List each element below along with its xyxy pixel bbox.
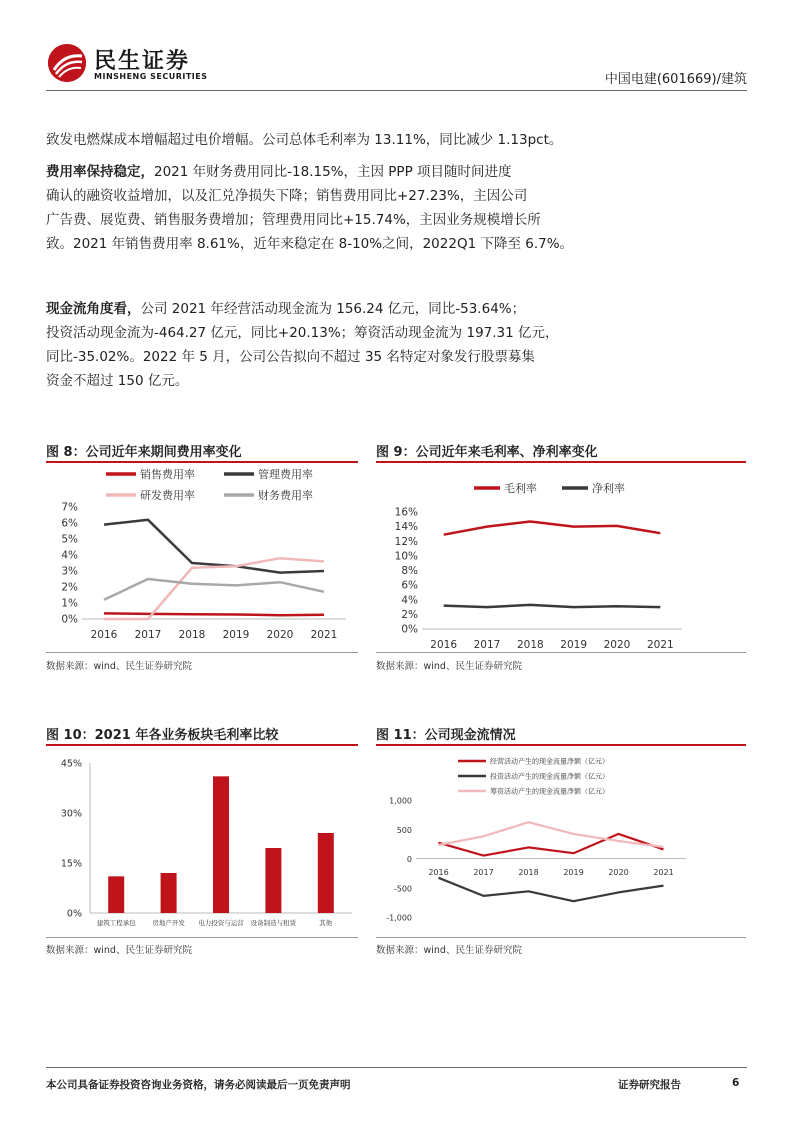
y-tick-label: 500 [396,825,412,835]
y-tick-label: -1,000 [386,913,412,923]
header-divider [46,90,747,91]
x-tick-label: 2016 [430,639,458,650]
series-line [439,878,664,901]
x-tick-label: 2016 [428,868,449,877]
p3-line-4: 资金不超过 150 亿元。 [46,373,189,389]
fig9-title: 图 9：公司近年来毛利率、净利率变化 [376,445,598,460]
fig9-source: 数据来源：wind、民生证券研究院 [376,661,522,672]
fig11-source: 数据来源：wind、民生证券研究院 [376,945,522,956]
y-tick-label: 16% [394,506,418,519]
fig9-rule [376,461,746,463]
fig11-chart [376,747,746,935]
bar [108,876,124,913]
x-tick-label: 电力投资与运营 [198,919,244,927]
y-tick-label: 15% [60,858,82,870]
fig8-chart [46,464,358,650]
y-tick-label: 8% [401,565,418,577]
fig10-bottom-rule [46,937,358,938]
legend-label: 研发费用率 [140,488,195,502]
p2-line-3: 广告费、展览费、销售服务费增加；管理费用同比+15.74%，主因业务规模增长所 [46,212,541,228]
legend-label: 管理费用率 [258,467,313,481]
y-tick-label: 4% [61,549,78,562]
x-tick-label: 2021 [653,868,674,877]
y-tick-label: 0 [406,855,412,864]
brand-logo-icon [48,44,86,82]
footer-report-type: 证券研究报告 [618,1079,681,1091]
p2-lead: 费用率保持稳定， [46,164,154,180]
y-tick-label: 3% [61,565,78,578]
fig11-rule [376,744,746,746]
fig10-source: 数据来源：wind、民生证券研究院 [46,945,192,956]
y-tick-label: 0% [66,908,82,920]
p2-line-2: 确认的融资收益增加，以及汇兑净损失下降；销售费用同比+27.23%，主因公司 [46,188,528,204]
x-tick-label: 2016 [90,629,118,641]
x-tick-label: 2018 [516,639,544,650]
brand-name-cn: 民生证券 [94,49,191,74]
fig10-chart [46,747,358,935]
y-tick-label: 45% [60,758,82,770]
x-tick-label: 2021 [646,639,674,650]
legend-label: 财务费用率 [258,488,313,502]
brand-name-en: MINSHENG SECURITIES [94,72,208,81]
series-line [104,613,324,615]
x-tick-label: 2017 [473,868,494,877]
y-tick-label: 12% [394,535,418,548]
x-tick-label: 2021 [310,629,338,641]
fig8-title: 图 8：公司近年来期间费用率变化 [46,445,242,460]
paragraph-2 [46,160,746,256]
y-tick-label: 7% [61,501,78,514]
p2-line-1: 2021 年财务费用同比-18.15%，主因 PPP 项目随时间进度 [154,164,512,180]
series-line [104,579,324,600]
bar [213,776,229,913]
paragraph-1 [46,128,746,152]
series-line [444,522,661,535]
report-tag: 中国电建(601669)/建筑 [604,72,747,87]
footer-divider [46,1067,747,1068]
legend-label: 投资活动产生的现金流量净额（亿元） [490,772,609,781]
legend-label: 销售费用率 [140,467,195,481]
fig9-chart [376,464,746,650]
y-tick-label: -500 [393,884,412,894]
footer-disclaimer: 本公司具备证券投资咨询业务资格，请务必阅读最后一页免责声明 [46,1079,351,1091]
series-line [439,834,664,856]
x-tick-label: 2017 [473,639,501,650]
y-tick-label: 30% [60,808,82,820]
fig10-rule [46,744,358,746]
series-line [444,605,661,607]
y-tick-label: 2% [61,581,78,594]
x-tick-label: 房地产开发 [152,919,185,927]
p2-line-4: 致。2021 年销售费用率 8.61%，近年来稳定在 8-10%之间，2022Q1 下降至 6.7%。 [46,236,574,252]
p3-lead: 现金流角度看， [46,301,141,317]
paragraph-3 [46,297,746,393]
series-line [104,520,324,573]
x-tick-label: 设备制造与租赁 [250,919,297,927]
bar [318,833,334,913]
x-tick-label: 2019 [222,629,250,641]
fig8-rule [46,461,358,463]
p1-text: 致发电燃煤成本增幅超过电价增幅。公司总体毛利率为 13.11%，同比减少 1.13pct。 [46,132,563,148]
legend-label: 净利率 [592,481,625,495]
x-tick-label: 其他 [319,919,333,927]
page-number: 6 [732,1077,740,1089]
legend-label: 毛利率 [504,481,537,495]
series-line [104,558,324,619]
x-tick-label: 2020 [608,868,629,877]
fig9-bottom-rule [376,652,746,653]
fig11-title: 图 11：公司现金流情况 [376,728,516,743]
y-tick-label: 0% [401,623,418,636]
x-tick-label: 2018 [518,868,539,877]
y-tick-label: 6% [61,517,78,530]
y-tick-label: 4% [401,594,418,607]
x-tick-label: 2020 [266,629,294,641]
y-tick-label: 1% [61,597,78,610]
x-tick-label: 2017 [134,629,162,641]
x-tick-label: 2019 [560,639,588,650]
y-tick-label: 10% [394,550,418,563]
y-tick-label: 1,000 [389,796,412,806]
y-tick-label: 14% [394,521,418,534]
p3-line-3: 同比-35.02%。2022 年 5 月，公司公告拟向不超过 35 名特定对象发行股票募集 [46,349,535,365]
legend-label: 经营活动产生的现金流量净额（亿元） [490,757,609,766]
x-tick-label: 建筑工程承包 [96,919,136,927]
x-tick-label: 2020 [603,639,631,650]
x-tick-label: 2019 [563,868,584,877]
legend-label: 筹资活动产生的现金流量净额（亿元） [490,787,609,796]
p3-line-2: 投资活动现金流为-464.27 亿元，同比+20.13%；筹资活动现金流为 197.31 亿元， [46,325,559,341]
x-tick-label: 2018 [178,629,206,641]
series-line [439,822,664,847]
p3-line-1: 公司 2021 年经营活动现金流为 156.24 亿元，同比-53.64%； [140,301,526,317]
fig8-source: 数据来源：wind、民生证券研究院 [46,661,192,672]
y-tick-label: 0% [61,613,78,626]
fig8-bottom-rule [46,652,358,653]
bar [161,873,177,913]
y-tick-label: 2% [401,608,418,621]
y-tick-label: 6% [401,579,418,592]
fig10-title: 图 10：2021 年各业务板块毛利率比较 [46,728,279,743]
fig11-bottom-rule [376,937,746,938]
bar [265,848,281,913]
y-tick-label: 5% [61,533,78,546]
